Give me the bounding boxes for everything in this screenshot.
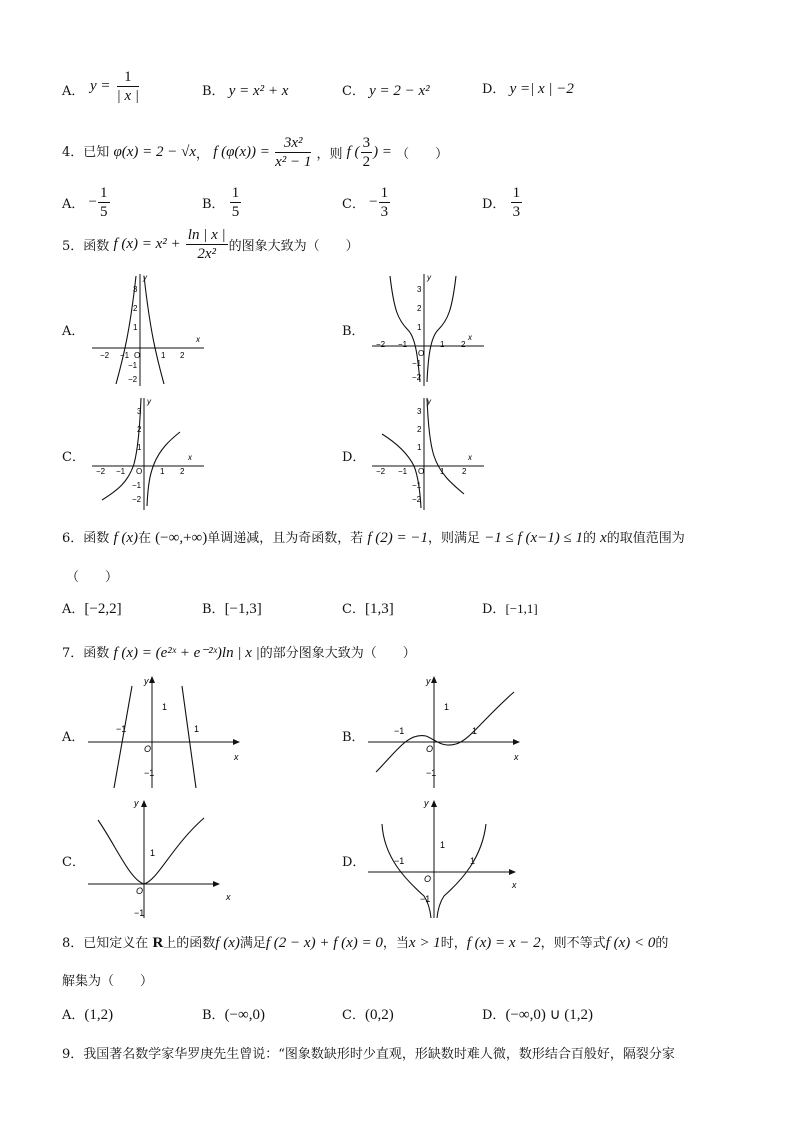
q6-mid4: 的	[582, 531, 596, 546]
tick-y-2: 2	[133, 304, 138, 313]
q5-frac-den: 2x²	[197, 246, 217, 262]
tick-x-1: 1	[440, 467, 445, 476]
origin-label: O	[426, 744, 434, 754]
tick-y-neg2: −2	[412, 495, 422, 504]
y-axis-label: y	[426, 676, 431, 686]
q8-option-b	[202, 1004, 265, 1024]
tick-y-3: 3	[417, 407, 422, 416]
tick-x-neg1: −1	[116, 467, 126, 476]
q3-option-a-expr	[90, 68, 140, 105]
q6-post: 的取值范围为	[606, 531, 685, 546]
x-axis-label: x	[188, 453, 192, 462]
q4-f-of: f (	[346, 144, 360, 160]
y-arrow-icon	[431, 800, 437, 807]
origin-label: O	[424, 874, 432, 884]
tick-y-2: 2	[137, 425, 142, 434]
q6-mid3: ，则满足	[428, 531, 481, 546]
tick-x-neg1: −1	[398, 467, 408, 476]
q3-label-b: B．	[202, 84, 225, 99]
q4-a-sign: −	[88, 194, 97, 210]
q4-option-d	[482, 184, 523, 221]
x-axis-label: x	[468, 453, 472, 462]
q5-label-a: A．	[62, 324, 85, 339]
q6-f1: f (x)	[113, 530, 139, 546]
tick-y-1: 1	[133, 323, 138, 332]
q6-label-a: A．	[62, 602, 85, 617]
q3-option-d	[482, 78, 574, 98]
q8-stem	[62, 932, 668, 952]
tick-origin: O	[418, 467, 425, 476]
q3-label-c: C．	[342, 84, 365, 99]
q6-b-text: [−1,3]	[224, 601, 262, 617]
q8-mid5: ，则不等式	[540, 936, 606, 951]
x-axis-label: x	[468, 333, 472, 342]
tick-x-neg1: −1	[120, 351, 130, 360]
tick-origin: O	[136, 467, 143, 476]
q5-fraction	[186, 226, 228, 263]
q7-graph-c	[86, 796, 246, 920]
q5-graph-d	[368, 394, 488, 512]
x-arrow-icon	[509, 869, 516, 875]
q4-option-b	[202, 184, 242, 221]
q8-label-a: A．	[62, 1008, 85, 1023]
q3-a-lhs: y =	[90, 78, 111, 94]
q6-var: x	[600, 530, 607, 546]
q8-number: 8．	[62, 936, 84, 951]
q6-label-b: B．	[202, 602, 225, 617]
q6-a-text: [−2,2]	[84, 601, 122, 617]
q5-expr: f (x) = x² +	[113, 236, 181, 252]
q6-pre: 函数	[83, 531, 110, 546]
q5-label-d: D．	[342, 450, 366, 465]
tick-x-1: 1	[194, 724, 200, 734]
q4-label-a: A．	[62, 197, 85, 212]
tick-y-neg1: −1	[412, 481, 422, 490]
q4-f-phi: f (φ(x)) =	[213, 144, 270, 160]
tick-y-1: 1	[150, 848, 156, 858]
curve-right	[144, 276, 164, 384]
q6-paren: （ ）	[66, 570, 119, 585]
q8-mid4: 时，	[440, 936, 467, 951]
q5-label-b: B．	[342, 324, 365, 339]
tick-x-neg1: −1	[394, 856, 405, 866]
q7-graph-b	[366, 672, 526, 790]
q4-c-num: 1	[380, 185, 389, 201]
q3-label-d: D．	[482, 82, 506, 97]
q4-stem	[62, 134, 448, 171]
q8-option-a	[62, 1004, 113, 1024]
x-axis-label: x	[512, 880, 517, 890]
tick-x-1: 1	[160, 467, 165, 476]
q4-c-sign: −	[369, 194, 378, 210]
q4-paren: （ ）	[396, 147, 449, 162]
q4-a-num: 1	[100, 185, 108, 201]
tick-x-1: 1	[440, 340, 445, 349]
tick-y-2: 2	[417, 425, 422, 434]
q8-line2: 解集为（ ）	[62, 974, 154, 989]
tick-x-2: 2	[180, 467, 185, 476]
tick-x-neg2: −2	[100, 351, 110, 360]
tick-y-3: 3	[417, 285, 422, 294]
q3-a-num: 1	[117, 68, 139, 87]
q8-def: f (x) = x − 2	[466, 935, 541, 951]
curve-right	[427, 398, 464, 494]
tick-y-1: 1	[444, 702, 450, 712]
tick-y-1: 1	[440, 840, 446, 850]
q4-arg-fraction	[361, 134, 373, 171]
q3-a-den: | x |	[116, 88, 140, 104]
x-arrow-icon	[233, 739, 240, 745]
y-axis-label: y	[427, 397, 431, 406]
q6-cond: f (2) = −1	[367, 530, 429, 546]
tick-y-neg1: −1	[132, 481, 142, 490]
q7-expr: f (x) = (e²ˣ + e⁻²ˣ)ln | x |	[113, 645, 260, 661]
q8-mid2: 满足	[239, 936, 266, 951]
q8-mid3: ，当	[382, 936, 409, 951]
tick-x-neg1: −1	[116, 724, 127, 734]
q4-phi-def: φ(x) = 2 − √x	[113, 144, 197, 160]
q6-interval: (−∞,+∞)	[155, 530, 208, 546]
tick-y-1: 1	[417, 323, 422, 332]
q6-c-text: [1,3]	[364, 601, 394, 617]
q7-stem	[62, 642, 416, 662]
q8-a-text: (1,2)	[84, 1007, 114, 1023]
tick-x-neg1: −1	[398, 340, 408, 349]
q6-stem	[62, 527, 685, 547]
q8-option-d	[482, 1004, 593, 1024]
q5-post: 的图象大致为（ ）	[228, 239, 359, 254]
tick-y-1: 1	[162, 702, 168, 712]
q8-label-d: D．	[482, 1008, 506, 1023]
q7-label-c: C．	[62, 855, 85, 870]
tick-y-neg2: −2	[412, 373, 422, 382]
q6-mid1: 在	[138, 531, 152, 546]
tick-origin: O	[418, 349, 425, 358]
q3-c-text: y = 2 − x²	[369, 83, 430, 99]
q3-option-a	[62, 80, 84, 99]
y-arrow-icon	[141, 800, 147, 807]
q6-mid2: 单调递减，且为奇函数，若	[207, 531, 364, 546]
tick-y-1: 1	[417, 443, 422, 452]
x-arrow-icon	[513, 739, 520, 745]
tick-x-1: 1	[161, 351, 166, 360]
q8-option-c	[342, 1004, 394, 1024]
q4-label-b: B．	[202, 197, 225, 212]
q4-c-den: 3	[380, 204, 389, 220]
q9-stem: 9．我国著名数学家华罗庚先生曾说：“图象数缺形时少直观，形缺数时难人微，数形结合百般好，隔裂分家	[62, 1047, 675, 1062]
y-axis-label: y	[144, 676, 149, 686]
q4-b-frac	[230, 184, 242, 221]
tick-x-1: 1	[472, 726, 478, 736]
q6-option-d	[482, 598, 538, 617]
tick-x-1: 1	[470, 856, 476, 866]
tick-x-neg2: −2	[376, 340, 386, 349]
q5-stem	[62, 226, 359, 263]
q6-d-text: [−1,1]	[505, 601, 538, 616]
y-axis-label: y	[147, 397, 151, 406]
tick-y-neg2: −2	[132, 495, 142, 504]
q4-close: ) =	[373, 144, 392, 160]
origin-label: O	[136, 886, 144, 896]
q4-arg-num: 3	[362, 135, 371, 151]
origin-label: O	[144, 744, 152, 754]
q5-frac-num: ln | x |	[187, 227, 226, 243]
curve-right	[182, 686, 196, 788]
q7-number: 7．	[62, 646, 84, 661]
tick-y-3: 3	[137, 407, 142, 416]
q4-option-a	[62, 184, 111, 221]
tick-x-2: 2	[180, 351, 185, 360]
q8-c-text: (0,2)	[364, 1007, 394, 1023]
tick-x-neg1: −1	[394, 726, 405, 736]
q4-b-den: 5	[231, 204, 240, 220]
q8-mid1: 上的函数	[163, 936, 216, 951]
q4-d-frac	[511, 184, 523, 221]
q4-d-den: 3	[512, 204, 521, 220]
y-axis-label: y	[143, 273, 147, 282]
q4-c-frac	[379, 184, 391, 221]
x-axis-label: x	[514, 752, 519, 762]
q5-number: 5．	[62, 239, 84, 254]
q6-option-b	[202, 598, 262, 618]
q6-ineq: −1 ≤ f (x−1) ≤ 1	[484, 530, 583, 546]
q8-cond2: x > 1	[408, 935, 441, 951]
y-arrow-icon	[149, 676, 155, 683]
q4-a-den: 5	[100, 204, 108, 220]
q4-d-num: 1	[512, 185, 521, 201]
q4-b-num: 1	[231, 185, 240, 201]
tick-x-neg2: −2	[376, 467, 386, 476]
q7-label-a: A．	[62, 730, 85, 745]
q4-label-c: C．	[342, 197, 365, 212]
q4-label-d: D．	[482, 197, 506, 212]
q4-frac-num: 3x²	[275, 134, 311, 153]
q4-pre: 已知	[83, 145, 110, 160]
q6-option-c	[342, 598, 394, 618]
tick-x-2: 2	[462, 467, 467, 476]
q6-label-c: C．	[342, 602, 365, 617]
q8-label-b: B．	[202, 1008, 225, 1023]
tick-y-2: 2	[417, 304, 422, 313]
q5-pre: 函数	[83, 239, 110, 254]
q8-d-text: (−∞,0) ∪ (1,2)	[505, 1007, 594, 1023]
q4-a-frac	[98, 184, 110, 221]
q6-number: 6．	[62, 531, 84, 546]
q4-number: 4．	[62, 145, 84, 160]
x-axis-label: x	[226, 892, 231, 902]
tick-y-neg1: −1	[420, 894, 431, 904]
curve-left	[114, 686, 132, 788]
tick-y-neg1: −1	[426, 768, 437, 778]
q3-label-a: A．	[62, 84, 85, 99]
q8-ineq: f (x) < 0	[605, 935, 656, 951]
q8-R: R	[152, 935, 164, 951]
q7-post: 的部分图象大致为（ ）	[259, 646, 416, 661]
q6-label-d: D．	[482, 602, 506, 617]
q6-option-a	[62, 598, 122, 618]
y-axis-label: y	[427, 273, 431, 282]
q8-pre: 已知定义在	[83, 936, 149, 951]
q4-arg-den: 2	[362, 154, 371, 170]
q3-d-text: y =| x | −2	[509, 81, 574, 97]
q4-fraction	[275, 134, 311, 171]
x-arrow-icon	[213, 881, 220, 887]
q3-a-fraction	[117, 68, 139, 105]
q8-mid6: 的	[655, 936, 669, 951]
q4-sep: ，	[196, 147, 210, 162]
y-arrow-icon	[431, 676, 437, 683]
y-axis-label: y	[134, 798, 139, 808]
q7-pre: 函数	[83, 646, 110, 661]
q8-f1: f (x)	[215, 935, 240, 951]
q7-label-b: B．	[342, 730, 365, 745]
tick-y-neg1: −1	[128, 361, 138, 370]
tick-y-neg2: −2	[128, 375, 138, 384]
q4-option-c	[342, 184, 391, 221]
tick-y-neg1: −1	[412, 359, 422, 368]
curve-right	[427, 276, 456, 382]
tick-origin: O	[134, 351, 141, 360]
tick-y-1: 1	[137, 443, 142, 452]
tick-x-neg2: −2	[96, 467, 106, 476]
y-axis-label: y	[424, 798, 429, 808]
tick-x-2: 2	[461, 340, 466, 349]
q4-frac-den: x² − 1	[275, 154, 312, 170]
q5-label-c: C．	[62, 450, 85, 465]
q7-graph-d	[366, 796, 526, 920]
tick-y-3: 3	[133, 285, 138, 294]
q5-graph-b	[368, 270, 488, 388]
q8-b-text: (−∞,0)	[224, 1007, 265, 1023]
q4-then: ，则	[316, 147, 343, 162]
q7-label-d: D．	[342, 855, 366, 870]
x-axis-label: x	[234, 752, 239, 762]
q8-cond: f (2 − x) + f (x) = 0	[265, 935, 383, 951]
q3-option-c	[342, 80, 430, 100]
curve-right	[437, 824, 486, 918]
tick-y-neg1: −1	[134, 908, 145, 918]
x-axis-label: x	[196, 335, 200, 344]
tick-y-neg1: −1	[144, 768, 155, 778]
q7-graph-a	[86, 672, 246, 790]
q5-graph-c	[88, 394, 208, 512]
q5-graph-a	[88, 270, 208, 388]
q8-label-c: C．	[342, 1008, 365, 1023]
q3-b-text: y = x² + x	[228, 83, 289, 99]
q3-option-b	[202, 80, 288, 100]
